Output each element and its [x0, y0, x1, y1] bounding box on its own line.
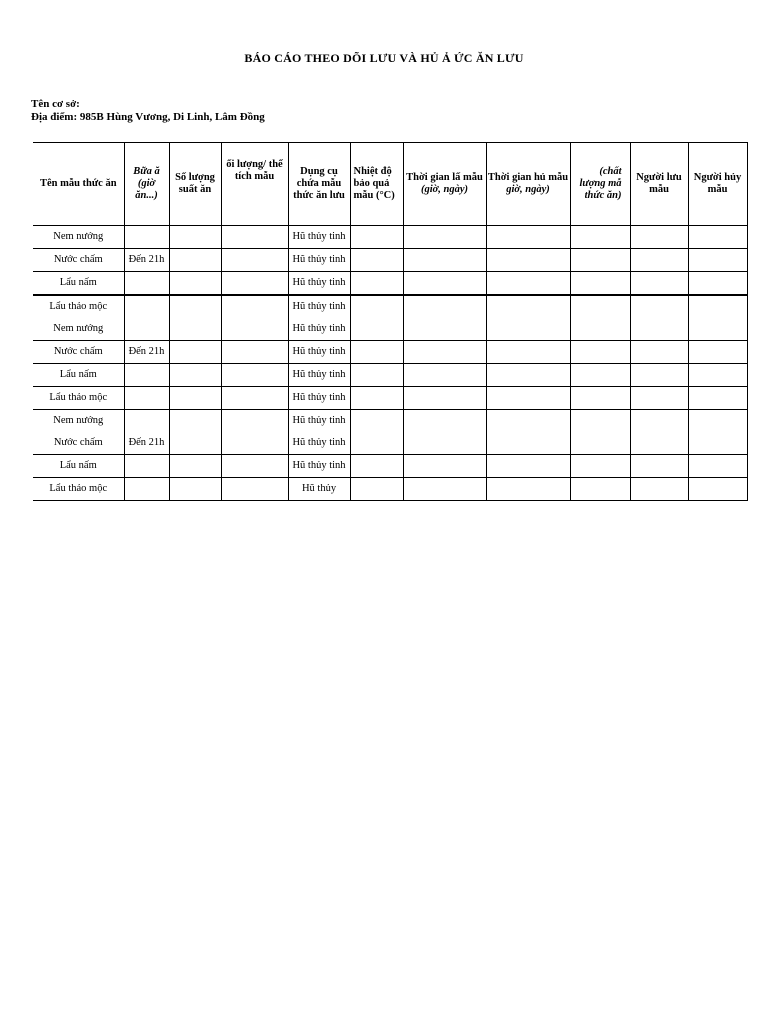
row-destroyed-by	[688, 341, 747, 364]
row-destroyed-by	[688, 364, 747, 387]
row-destroyed-by	[688, 387, 747, 410]
header-container: Dụng cụ chứa mẫu thức ăn lưu	[288, 143, 350, 226]
row-destroy-time	[486, 226, 570, 249]
row-volume	[221, 455, 288, 478]
row-meal: Đến 21h	[124, 432, 169, 455]
row-sample-time	[403, 295, 486, 341]
row-sample-time	[403, 226, 486, 249]
row-name: Lẩu nấm	[33, 364, 124, 387]
row-container: Hũ thủy tinh	[288, 318, 350, 341]
header-sample-name: Tên mẫu thức ăn	[33, 143, 124, 226]
row-sample-time	[403, 272, 486, 296]
table-row	[33, 410, 747, 433]
report-title: BÁO CÁO THEO DÕI LƯU VÀ HỦ Ả ỨC ĂN LƯU	[244, 51, 524, 65]
row-meal: Đến 21h	[124, 249, 169, 272]
row-portions	[169, 295, 221, 318]
header-meal: Bữa ă (giờ ăn...)	[124, 143, 169, 226]
header-sample-time	[403, 143, 486, 226]
row-meal	[124, 455, 169, 478]
row-volume	[221, 272, 288, 296]
header-destroy-time	[486, 143, 570, 226]
row-destroy-time	[486, 455, 570, 478]
row-stored-by	[630, 226, 688, 249]
row-sample-time	[403, 410, 486, 455]
row-temperature	[350, 410, 403, 433]
row-stored-by	[630, 341, 688, 364]
table-row	[33, 478, 747, 501]
row-container: Hũ thủy tinh	[288, 295, 350, 318]
row-container: Hũ thủy tinh	[288, 341, 350, 364]
row-name: Lẩu nấm	[33, 272, 124, 296]
header-temperature: Nhiệt độ bảo quả mẫu (°C)	[350, 143, 403, 226]
row-meal	[124, 295, 169, 318]
row-destroyed-by	[688, 249, 747, 272]
row-meal	[124, 226, 169, 249]
row-temperature	[350, 455, 403, 478]
row-temperature	[350, 272, 403, 296]
facility-label: Tên cơ sở:	[31, 98, 80, 110]
row-temperature	[350, 226, 403, 249]
row-sample-time	[403, 478, 486, 501]
table-row	[33, 364, 747, 387]
row-container: Hũ thủy tinh	[288, 455, 350, 478]
row-container: Hũ thủy tinh	[288, 387, 350, 410]
row-portions	[169, 410, 221, 433]
row-meal	[124, 478, 169, 501]
row-name: Nem nướng	[33, 410, 124, 433]
row-meal	[124, 387, 169, 410]
address-label: Địa điểm: 985B Hùng Vương, Di Linh, Lâm Đồng	[31, 111, 265, 123]
row-sample-time	[403, 364, 486, 387]
row-destroyed-by	[688, 272, 747, 296]
row-destroy-time	[486, 295, 570, 341]
row-quality	[570, 364, 630, 387]
row-name: Nem nướng	[53, 323, 104, 334]
header-destroyed-by: Người hủy mẫu	[688, 143, 747, 226]
row-name: Lẩu nấm	[33, 455, 124, 478]
header-volume: ối lượng/ thể tích mẫu	[221, 143, 288, 226]
table-row	[33, 341, 747, 364]
row-volume	[221, 478, 288, 501]
row-name: Lẩu thảo mộc	[33, 478, 124, 501]
row-volume	[221, 295, 288, 318]
header-row	[33, 143, 747, 226]
table-row	[33, 455, 747, 478]
row-destroy-time	[486, 364, 570, 387]
row-name: Nem nướng	[33, 226, 124, 249]
row-meal	[124, 272, 169, 296]
row-container: Hũ thủy tinh	[288, 432, 350, 455]
row-volume	[221, 249, 288, 272]
table-row	[33, 295, 747, 318]
row-container: Hũ thủy tinh	[288, 410, 350, 433]
row-container: Hũ thủy	[288, 478, 350, 501]
row-name: Nước chấm	[33, 249, 124, 272]
row-destroyed-by	[688, 295, 747, 341]
row-temperature	[350, 341, 403, 364]
row-volume	[221, 341, 288, 364]
row-container: Hũ thủy tinh	[288, 272, 350, 296]
row-meal: Đến 21h	[124, 341, 169, 364]
row-stored-by	[630, 455, 688, 478]
row-volume	[221, 226, 288, 249]
row-temperature	[350, 432, 403, 455]
sample-tracking-table	[33, 142, 748, 501]
row-destroyed-by	[688, 410, 747, 455]
row-destroy-time	[486, 387, 570, 410]
row-stored-by	[630, 272, 688, 296]
row-volume	[221, 318, 288, 341]
header-sample-time-main: Thời gian lấ mẫu	[406, 172, 483, 183]
row-portions	[169, 364, 221, 387]
row-stored-by	[630, 478, 688, 501]
header-stored-by: Người lưu mẫu	[630, 143, 688, 226]
row-name: Nước chấm	[53, 437, 103, 448]
row-container: Hũ thủy tinh	[288, 249, 350, 272]
row-quality	[570, 295, 630, 341]
row-volume	[221, 387, 288, 410]
row-quality	[570, 272, 630, 296]
row-temperature	[350, 364, 403, 387]
row-destroyed-by	[688, 455, 747, 478]
row-meal	[124, 364, 169, 387]
header-sample-time-sub: (giờ, ngày)	[420, 184, 469, 195]
row-meal	[124, 410, 169, 433]
table-row	[33, 387, 747, 410]
row-quality	[570, 249, 630, 272]
row-meal	[124, 318, 169, 341]
header-portions: Số lượng suất ăn	[169, 143, 221, 226]
row-sample-time	[403, 387, 486, 410]
row-container: Hũ thủy tinh	[288, 226, 350, 249]
row-destroyed-by	[688, 478, 747, 501]
row-destroy-time	[486, 478, 570, 501]
row-sample-time	[403, 341, 486, 364]
row-quality	[570, 341, 630, 364]
header-quality: (chất lượng mẫ thức ăn)	[570, 143, 630, 226]
header-destroy-time-main: Thời gian hủ mẫu	[487, 172, 569, 183]
row-destroy-time	[486, 341, 570, 364]
row-sample-time	[403, 249, 486, 272]
row-portions	[169, 272, 221, 296]
row-destroyed-by	[688, 226, 747, 249]
row-volume	[221, 364, 288, 387]
row-temperature	[350, 249, 403, 272]
row-stored-by	[630, 249, 688, 272]
row-volume	[221, 410, 288, 433]
row-portions	[169, 387, 221, 410]
row-quality	[570, 387, 630, 410]
header-destroy-time-sub: giờ, ngày)	[506, 184, 550, 195]
row-quality	[570, 226, 630, 249]
row-name: Lẩu thảo mộc	[33, 387, 124, 410]
row-portions	[169, 318, 221, 341]
row-temperature	[350, 478, 403, 501]
row-quality	[570, 478, 630, 501]
row-portions	[169, 341, 221, 364]
row-portions	[169, 478, 221, 501]
row-portions	[169, 455, 221, 478]
row-temperature	[350, 318, 403, 341]
row-temperature	[350, 295, 403, 318]
row-destroy-time	[486, 272, 570, 296]
row-stored-by	[630, 364, 688, 387]
row-stored-by	[630, 410, 688, 455]
table-row	[33, 249, 747, 272]
row-temperature	[350, 387, 403, 410]
row-name: Nước chấm	[33, 341, 124, 364]
row-volume	[221, 432, 288, 455]
row-portions	[169, 226, 221, 249]
row-stored-by	[630, 295, 688, 341]
row-portions	[169, 249, 221, 272]
row-sample-time	[403, 455, 486, 478]
row-container: Hũ thủy tinh	[288, 364, 350, 387]
table-row	[33, 272, 747, 296]
row-destroy-time	[486, 249, 570, 272]
row-stored-by	[630, 387, 688, 410]
row-name: Lẩu thảo mộc	[33, 295, 124, 318]
row-portions	[169, 432, 221, 455]
row-quality	[570, 410, 630, 455]
table-row	[33, 226, 747, 249]
row-quality	[570, 455, 630, 478]
row-destroy-time	[486, 410, 570, 455]
